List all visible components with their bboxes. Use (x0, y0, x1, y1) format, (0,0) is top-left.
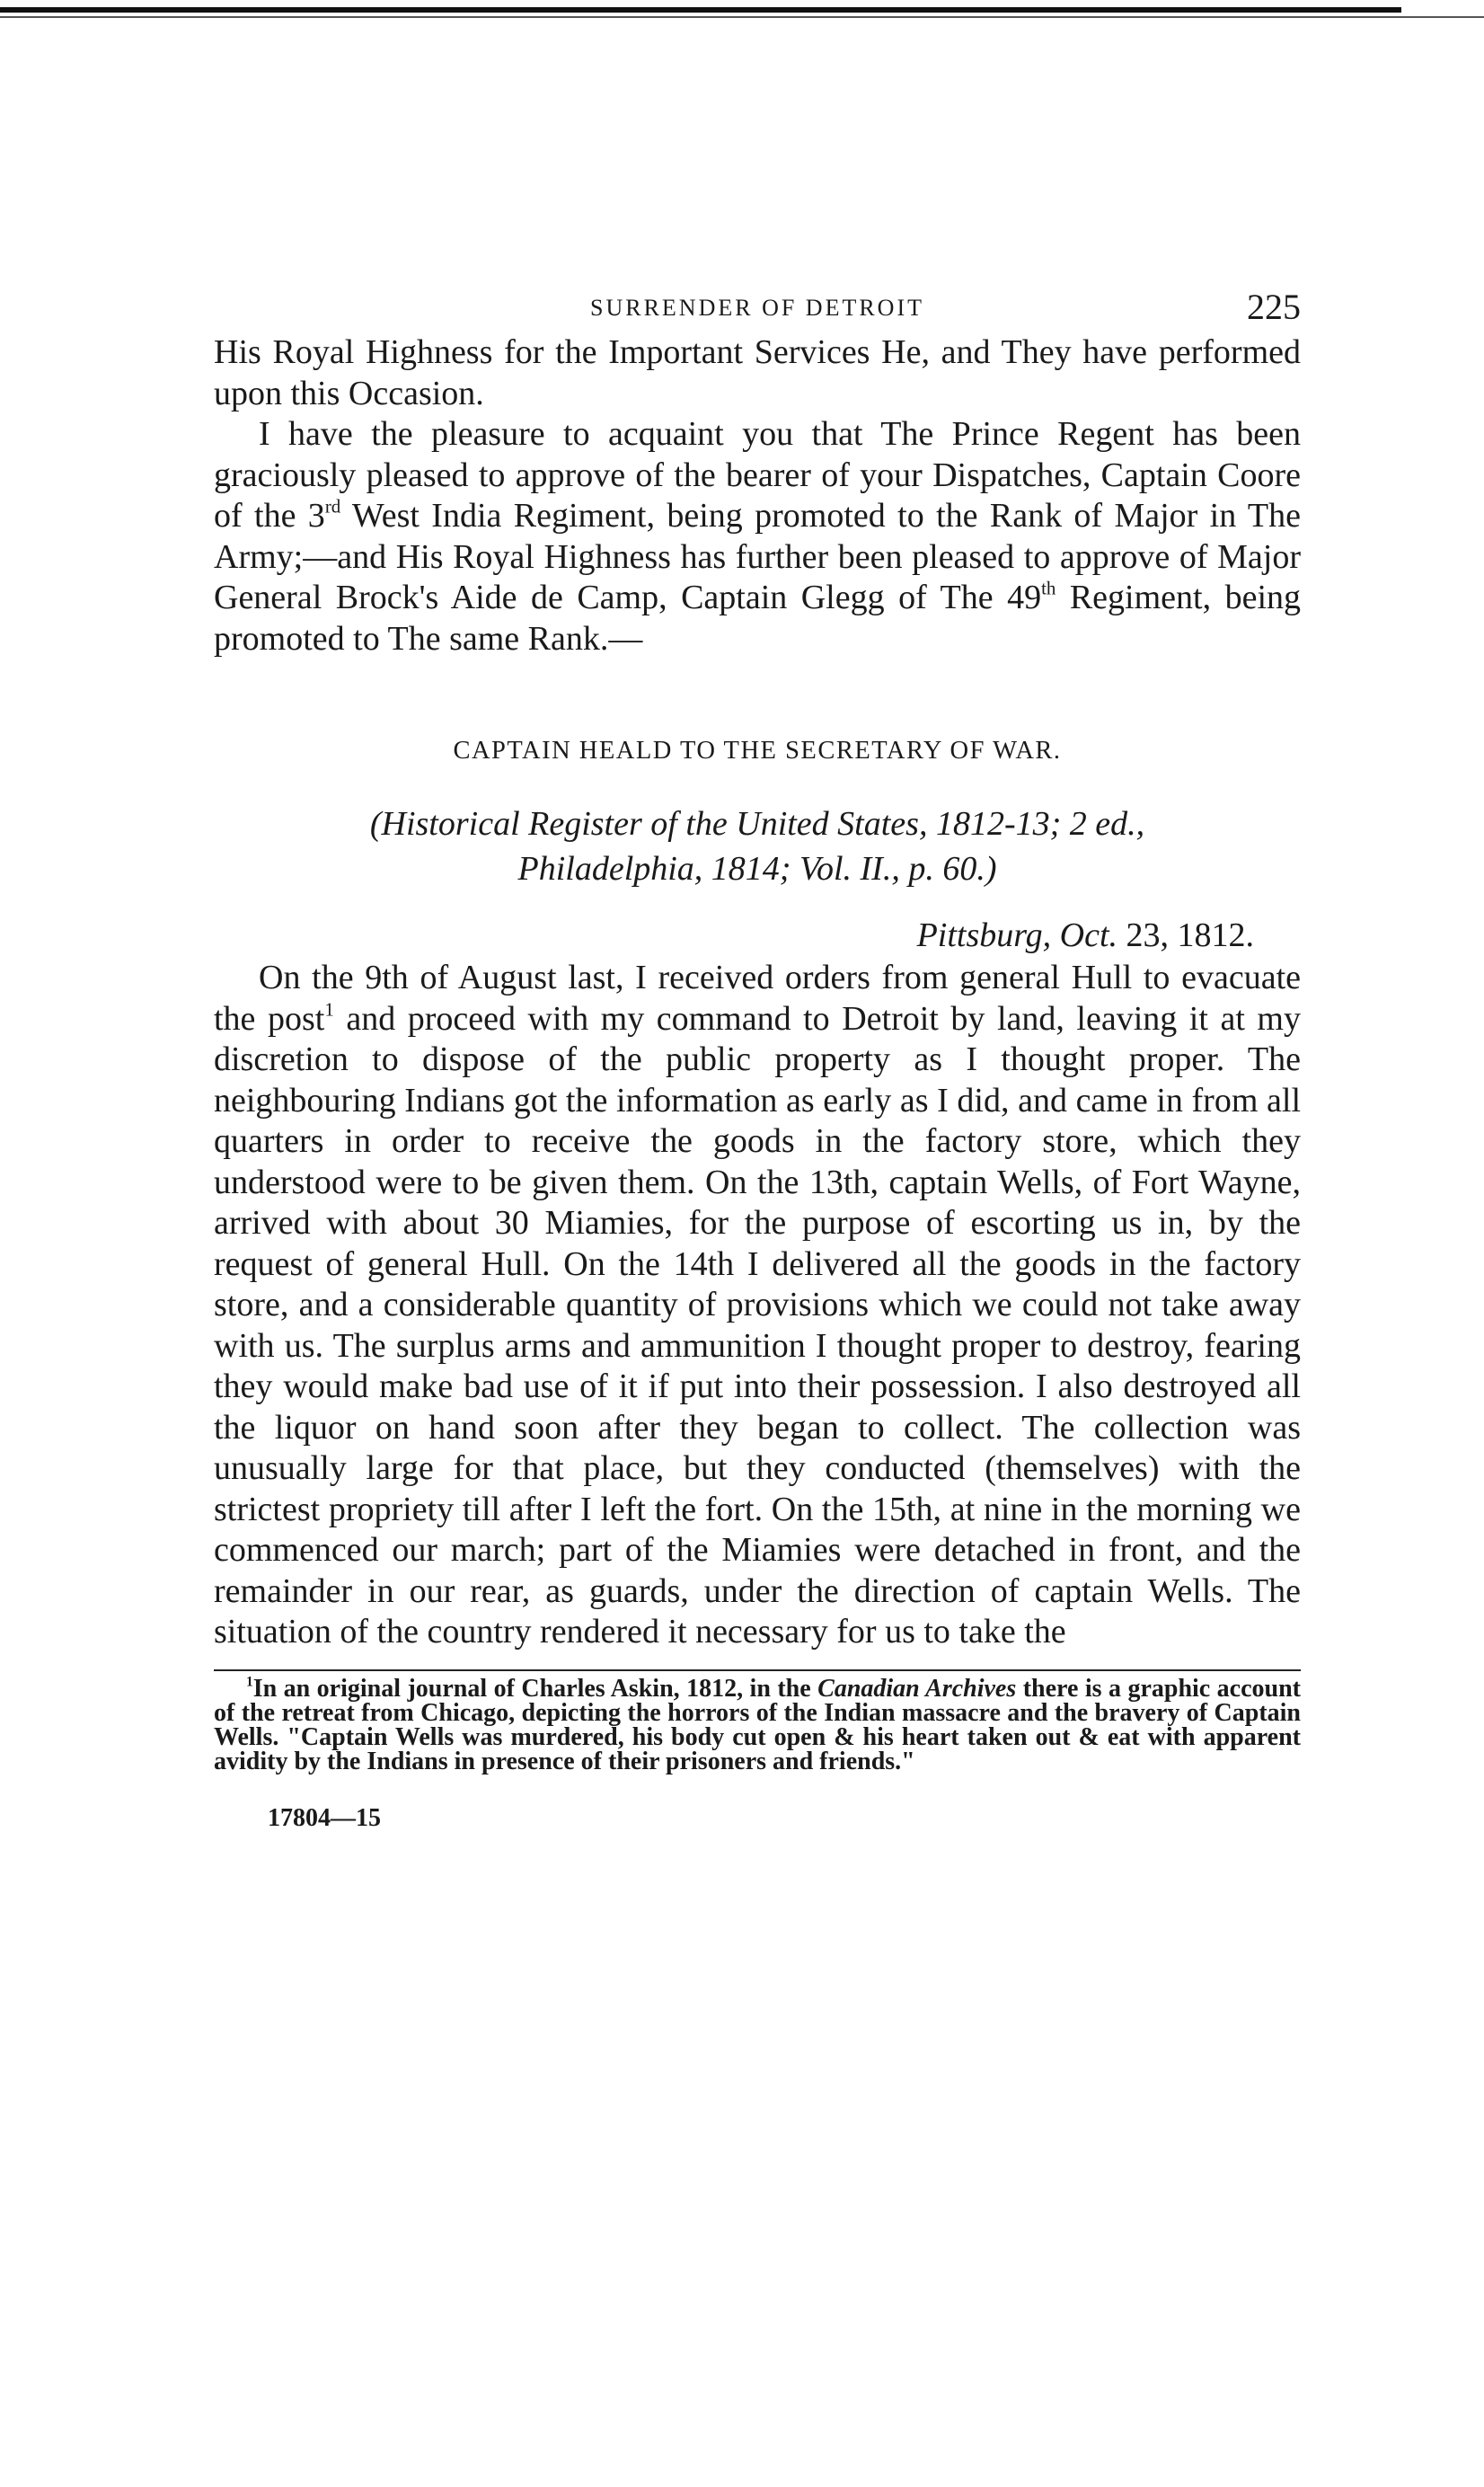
section-heading: CAPTAIN HEALD TO THE SECRETARY OF WAR. (453, 737, 1062, 765)
citation-line-2: Philadelphia, 1814; Vol. II., p. 60.) (517, 850, 997, 888)
letter-part-1: On the 9th of August last, I received orders from general Hull to evacuate the post (214, 959, 1301, 1038)
footnote-text-a: In an original journal of Charles Askin, 1812, in the (252, 1674, 818, 1703)
dateline-place: Pittsburg, Oct. (916, 916, 1117, 954)
footnote-marker: 1 (246, 1673, 253, 1689)
running-title: SURRENDER OF DETROIT (589, 295, 924, 321)
ordinal-superscript-th: th (1041, 577, 1056, 599)
letter-body (214, 958, 1301, 1653)
footnote-text-b: there is a graphic account of the retreat from Chicago, depicting the horrors of the Indian massacre and the bravery of Captain Wells. "Captain Wells was murdered, his body cut open & his heart taken out & eat with apparent avidity by the Indians in presence of their prisoners and friends." (214, 1674, 1301, 1775)
scan-border-line (0, 7, 1401, 13)
letter-part-2: and proceed with my command to Detroit by land, leaving it at my discretion to dispose of the public property as I thought proper. The neighbouring Indians got the information as early as I did, and came in from all quarters in order to receive the goods in the factory store, which they understood were to be given them. On the 13th, captain Wells, of Fort Wayne, arrived with about 30 Miamies, for the purpose of escorting us in, by the request of general Hull. On the 14th I delivered all the goods in the factory store, and a considerable quantity of provisions which we could not take away with us. The surplus arms and ammunition I thought proper to destroy, fearing they would make bad use of it if put into their possession. I also destroyed all the liquor on hand soon after they began to collect. The collection was unusually large for that place, but they conducted (themselves) with the strictest propriety till after I left the fort. On the 15th, at nine in the morning we commenced our march; part of the Miamies were detached in front, and the remainder in our rear, as guards, under the direction of captain Wells. The situation of the country rendered it necessary for us to take the (214, 999, 1301, 1651)
opening-paragraph-1-text: His Royal Highness for the Important Services He, and They have performed upon this Occasion. (214, 333, 1301, 412)
running-head (214, 286, 1301, 332)
paragraph-2-part-2: West India Regiment, being promoted to the Rank of Major in The Army;—and His Royal Highness has further been pleased to approve of Major General Brock's Aide de Camp, Captain Glegg of The 49 (214, 497, 1301, 616)
footnote (214, 1673, 1301, 1775)
citation-line-1: (Historical Register of the United States, 1812-13; 2 ed., (369, 805, 1145, 843)
paragraph-2-part-3: Regiment, being promoted to The same Rank.— (214, 579, 1301, 658)
source-citation (214, 801, 1301, 891)
scan-border-line-thin (0, 16, 1484, 18)
book-page (214, 286, 1301, 1833)
dateline-date: 23, 1812. (1126, 916, 1254, 954)
footnote-reference: 1 (324, 997, 334, 1020)
ordinal-superscript-rd: rd (324, 495, 341, 518)
opening-paragraph-1 (214, 332, 1301, 414)
paragraph-2-part-1: I have the pleasure to acquaint you that The Prince Regent has been graciously pleased to approve of the bearer of your Dispatches, Captain Coore of the 3 (214, 415, 1301, 535)
letter-dateline (214, 913, 1301, 958)
page-number: 225 (1247, 287, 1301, 327)
footnote-italic-source: Canadian Archives (817, 1674, 1017, 1703)
printer-signature-mark: 17804—15 (268, 1803, 381, 1832)
footnote-divider (214, 1669, 1301, 1671)
opening-paragraph-2 (214, 414, 1301, 659)
